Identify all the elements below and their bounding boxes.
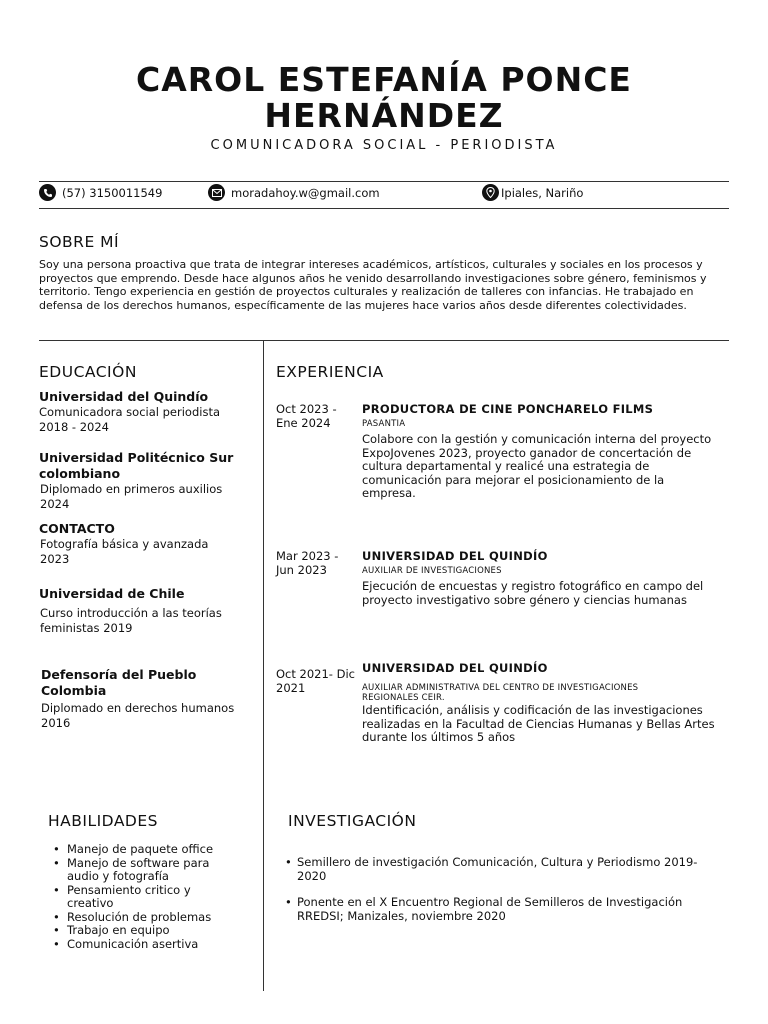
education-date: 2023 — [40, 552, 70, 566]
divider-contact — [39, 208, 729, 209]
experience-date: Oct 2021- Dic 2021 — [276, 667, 355, 695]
contact-location — [482, 184, 583, 201]
education-date: 2016 — [41, 716, 71, 730]
email-text[interactable]: moradahoy.w@gmail.com — [231, 185, 380, 200]
experience-company: UNIVERSIDAD DEL QUINDÍO — [362, 661, 548, 675]
about-text: Soy una persona proactiva que trata de integrar intereses académicos, artísticos, culturales y sociales en los procesos y proyectos que emprendo. Desde hace algunos años he venido desarrollando investigaciones sobre género, feminismos y territorio. Tengo experiencia en gestión de proyectos culturales y realización de talleres con infancias. He trabajado en defensa de los derechos humanos, específicamente de las mujeres hace varios años desde diferentes colectividades. — [39, 258, 707, 312]
contact-email — [208, 184, 380, 201]
education-detail: Comunicadora social periodista — [39, 405, 220, 419]
education-institution: Universidad del Quindío — [39, 389, 209, 404]
about-heading: SOBRE MÍ — [39, 233, 120, 251]
skill-item: • Pensamiento critico y creativo — [53, 884, 233, 911]
education-heading: EDUCACIÓN — [39, 363, 137, 381]
education-item — [39, 389, 259, 435]
profession-subtitle: COMUNICADORA SOCIAL - PERIODISTA — [210, 138, 558, 153]
skills-heading: HABILIDADES — [48, 812, 159, 830]
research-heading: INVESTIGACIÓN — [288, 812, 417, 830]
education-item — [39, 586, 249, 636]
name-line-2: HERNÁNDEZ — [264, 96, 504, 135]
education-item — [41, 667, 251, 731]
skill-item: • Manejo de paquete office — [53, 843, 233, 857]
research-list — [285, 856, 725, 923]
experience-role: AUXILIAR DE INVESTIGACIONES — [362, 566, 502, 576]
education-date: 2024 — [40, 497, 70, 511]
location-text: Ipiales, Nariño — [501, 185, 584, 200]
full-name — [0, 62, 768, 134]
experience-item — [362, 661, 732, 745]
experience-description: Colabore con la gestión y comunicación interna del proyecto ExpoJovenes 2023, proyecto ganador de concertación de cultura departamental y realicé una estrategia de comunicación para mejorar el posicionamiento de la empresa. — [362, 432, 712, 500]
education-detail: Curso introducción a las teorías feministas 2019 — [40, 606, 222, 635]
research-item: • Semillero de investigación Comunicación, Cultura y Periodismo 2019-2020 — [285, 856, 725, 883]
contact-phone — [39, 184, 162, 201]
education-item — [39, 521, 259, 567]
name-line-1: CAROL ESTEFANÍA PONCE — [136, 60, 632, 99]
experience-heading: EXPERIENCIA — [276, 363, 384, 381]
experience-role: PASANTIA — [362, 419, 406, 429]
research-item: • Ponente en el X Encuentro Regional de Semilleros de Investigación RREDSI; Manizales, noviembre 2020 — [285, 896, 725, 923]
education-detail: Diplomado en derechos humanos — [41, 701, 235, 715]
skill-item: • Comunicación asertiva — [53, 938, 233, 952]
experience-item — [362, 402, 712, 501]
phone-icon — [39, 184, 56, 201]
experience-company: UNIVERSIDAD DEL QUINDÍO — [362, 549, 548, 563]
education-institution: Defensoría del Pueblo Colombia — [41, 667, 197, 698]
education-institution: CONTACTO — [39, 521, 115, 536]
experience-date: Mar 2023 - Jun 2023 — [276, 549, 339, 577]
divider-main — [39, 340, 729, 341]
skill-item: • Resolución de problemas — [53, 911, 233, 925]
skill-item: • Manejo de software para audio y fotografía — [53, 857, 233, 884]
experience-description: Identificación, análisis y codificación de las investigaciones realizadas en la Facultad de Ciencias Humanas y Bellas Artes durante los últimos 5 años — [362, 703, 715, 744]
column-divider — [263, 341, 264, 991]
education-detail: Fotografía básica y avanzada — [40, 537, 209, 551]
education-institution: Universidad Politécnico Sur colombiano — [39, 450, 234, 481]
experience-date: Oct 2023 - Ene 2024 — [276, 402, 337, 430]
education-detail: Diplomado en primeros auxilios — [40, 482, 223, 496]
map-pin-icon — [482, 184, 499, 201]
skills-list — [53, 843, 233, 951]
divider-top — [39, 181, 729, 182]
envelope-icon — [208, 184, 225, 201]
experience-company: PRODUCTORA DE CINE PONCHARELO FILMS — [362, 402, 654, 416]
phone-text[interactable]: (57) 3150011549 — [62, 185, 163, 200]
education-date: 2018 - 2024 — [39, 420, 109, 434]
skill-item: • Trabajo en equipo — [53, 924, 233, 938]
experience-item — [362, 549, 732, 607]
education-item — [39, 450, 249, 512]
experience-description: Ejecución de encuestas y registro fotográfico en campo del proyecto investigativo sobre género y ciencias humanas — [362, 579, 704, 607]
education-institution: Universidad de Chile — [39, 586, 185, 601]
experience-role: AUXILIAR ADMINISTRATIVA DEL CENTRO DE INVESTIGACIONES REGIONALES CEIR. — [362, 683, 639, 703]
